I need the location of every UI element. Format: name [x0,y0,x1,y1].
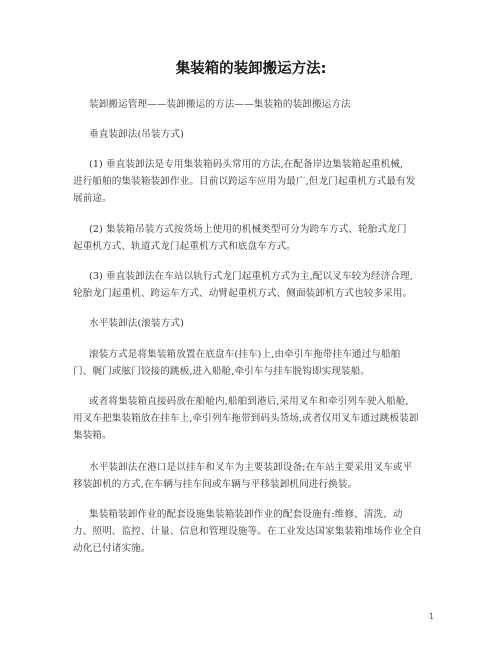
paragraph-vertical-3 [73,268,451,302]
paragraph-vertical-1 [73,156,451,207]
paragraph-line: 起重机方式、轨道式龙门起重机方式和底盘车方式。 [73,241,296,252]
paragraph-line: (3) 垂直装卸法在车站以轨行式龙门起重机方式为主,配以叉车较为经济合理, [89,271,413,282]
paragraph-heading-vertical [89,126,451,143]
paragraph-line: 装卸搬运管理——装卸搬运的方法——集装箱的装卸搬运方法 [89,99,351,110]
paragraph-line: (2) 集装箱吊装方式按货场上使用的机械类型可分为跨车方式、轮胎式龙门 [89,224,407,235]
page-number: 1 [428,612,434,621]
paragraph-line: 或者将集装箱直接码放在船舱内,船舶到港后,采用叉车和牵引列车驶入船舱, [89,396,409,407]
paragraph-line: 动化已付诸实施。 [73,543,151,554]
document-title: 集装箱的装卸搬运方法: [175,61,327,77]
paragraph-vertical-2 [73,221,451,255]
paragraph-line: 集装箱。 [73,430,112,441]
paragraph-horizontal-3 [73,459,451,493]
paragraph-line: 垂直装卸法(吊装方式) [89,129,184,140]
paragraph-horizontal-1 [73,346,451,380]
paragraph-line: 轮胎龙门起重机、跨运车方式、动臂起重机方式、侧面装卸机方式也较多采用。 [73,288,413,299]
paragraph-facilities [73,506,451,557]
paragraph-line: 水平装卸法在港口是以挂车和叉车为主要装卸设备;在车站主要采用叉车或平 [89,462,413,473]
paragraph-line: 进行船舶的集装箱装卸作业。目前以跨运车应用为最广,但龙门起重机方式最有发 [73,176,416,187]
paragraph-heading-horizontal [89,315,451,332]
paragraph-line: 用叉车把集装箱放在挂车上,牵引列车拖带到码头货场,或者仅用叉车通过跳板装卸 [73,413,419,424]
paragraph-line: (1) 垂直装卸法是专用集装箱码头常用的方法,在配备岸边集装箱起重机械, [89,159,404,170]
paragraph-line: 滚装方式是将集装箱放置在底盘车(挂车)上,由牵引车拖带挂车通过与船舶 [89,349,401,360]
paragraph-line: 展前途。 [73,193,112,204]
paragraph-line: 移装卸机的方式,在车辆与挂车间或车辆与平移装卸机间进行换装。 [73,479,358,490]
paragraph-line: 集装箱装卸作业的配套设施集装箱装卸作业的配套设施有:维修、清洗、动 [89,509,403,520]
paragraph-line: 水平装卸法(滚装方式) [89,318,184,329]
paragraph-horizontal-2 [73,393,451,444]
paragraph-breadcrumb [89,96,451,113]
paragraph-line: 门、艉门或舷门铰接的跳板,进入船舱,牵引车与挂车脱钩即实现装船。 [73,366,371,377]
paragraph-line: 力、照明、监控、计量、信息和管理设施等。在工业发达国家集装箱堆场作业全自 [73,526,422,537]
